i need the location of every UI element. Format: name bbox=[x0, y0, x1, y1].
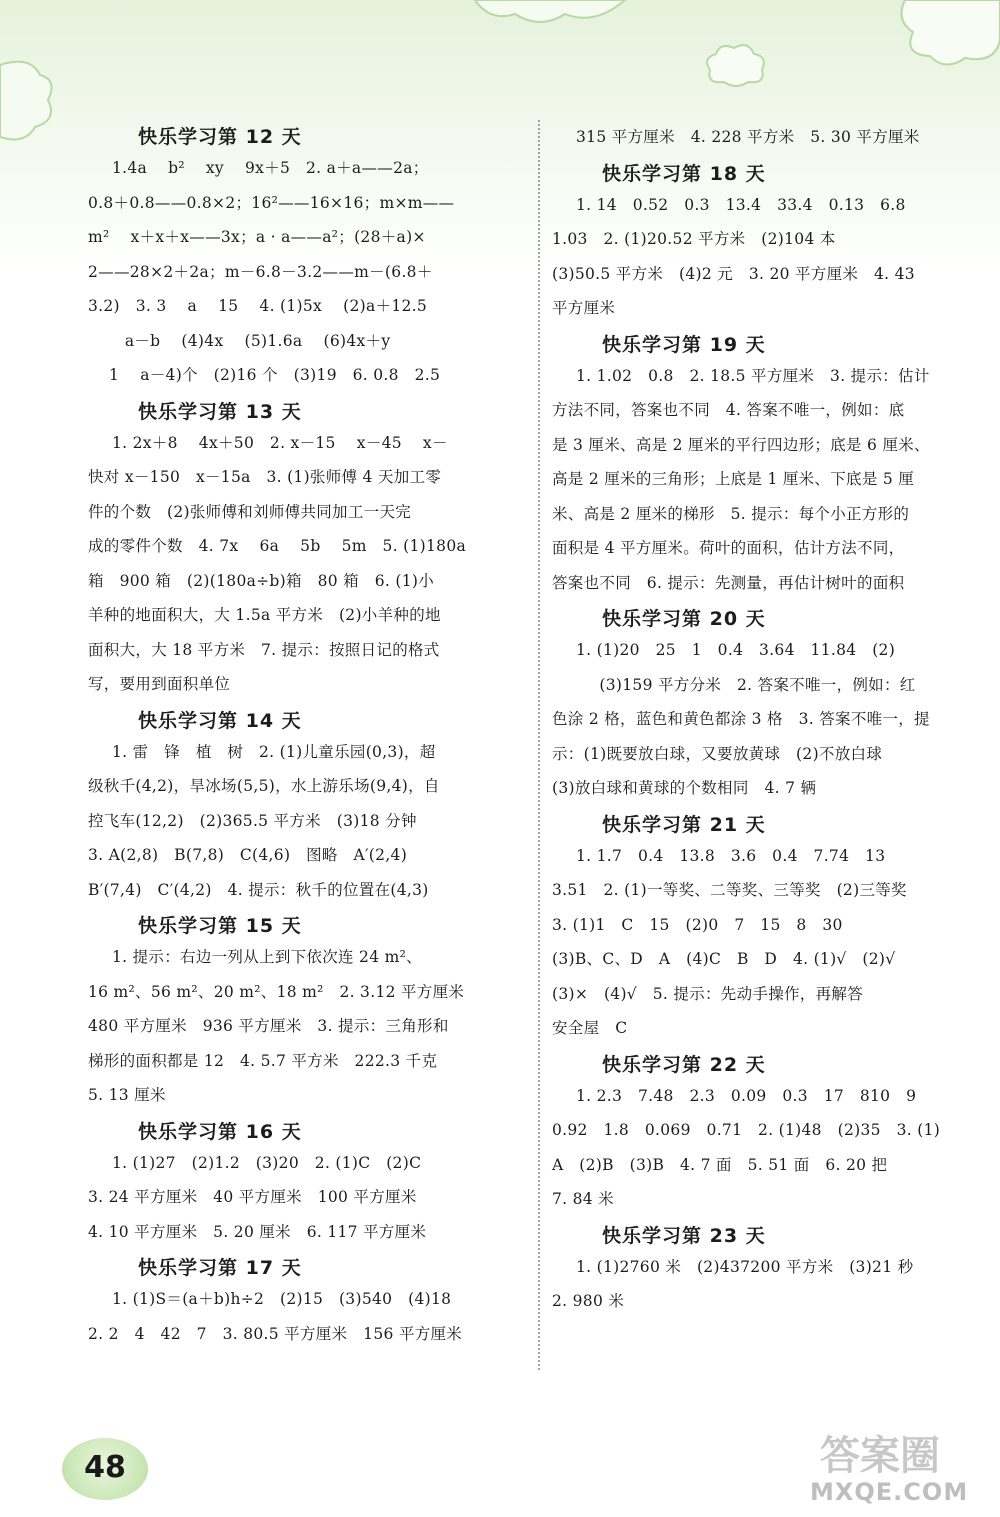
section-title: 快乐学习第 21 天 bbox=[602, 813, 766, 836]
answer-line: 5. 13 厘米 bbox=[88, 1086, 166, 1104]
answer-line: 2. 980 米 bbox=[552, 1292, 625, 1310]
answer-section bbox=[88, 1117, 528, 1250]
answer-line: A (2)B (3)B 4. 7 面 5. 51 面 6. 20 把 bbox=[552, 1155, 888, 1174]
answer-line: 4. 10 平方厘米 5. 20 厘米 6. 117 平方厘米 bbox=[88, 1222, 427, 1241]
answer-line: 1. 提示：右边一列从上到下依次连 24 m²、 bbox=[112, 948, 422, 966]
section-title: 快乐学习第 18 天 bbox=[602, 162, 766, 185]
answer-line: (3)50.5 平方米 (4)2 元 3. 20 平方厘米 4. 43 bbox=[552, 264, 915, 283]
answer-section bbox=[88, 1253, 528, 1351]
answer-line: 1.03 2. (1)20.52 平方米 (2)104 本 bbox=[552, 230, 836, 248]
answer-section bbox=[88, 122, 528, 393]
cloud-decoration-right bbox=[895, 0, 1000, 70]
answer-line: 16 m²、56 m²、20 m²、18 m² 2. 3.12 平方厘米 bbox=[88, 982, 465, 1001]
right-column bbox=[552, 120, 972, 1323]
answer-line: 平方厘米 bbox=[552, 299, 616, 317]
answer-line: 1. (1)20 25 1 0.4 3.64 11.84 (2) bbox=[576, 641, 896, 659]
section-title: 快乐学习第 15 天 bbox=[138, 915, 302, 937]
section-title: 快乐学习第 22 天 bbox=[602, 1053, 766, 1076]
answer-line: 1. 1.7 0.4 13.8 3.6 0.4 7.74 13 bbox=[576, 846, 886, 865]
answer-line: 箱 900 箱 (2)(180a÷b)箱 80 箱 6. (1)小 bbox=[88, 571, 435, 590]
answer-line: 1 a－4)个 (2)16 个 (3)19 6. 0.8 2.5 bbox=[88, 366, 441, 384]
answer-line: 480 平方厘米 936 平方厘米 3. 提示：三角形和 bbox=[88, 1017, 449, 1035]
answer-line: 高是 2 厘米的三角形；上底是 1 厘米、下底是 5 厘 bbox=[552, 470, 915, 488]
answer-line: 7. 84 米 bbox=[552, 1190, 614, 1208]
answer-line: 面积是 4 平方厘米。荷叶的面积，估计方法不同， bbox=[552, 539, 905, 557]
section-title: 快乐学习第 13 天 bbox=[138, 400, 302, 423]
answer-line: m² x＋x＋x——3x；a · a——a²；(28＋a)× bbox=[88, 228, 426, 246]
section-title: 快乐学习第 16 天 bbox=[138, 1120, 302, 1143]
section-title: 快乐学习第 17 天 bbox=[138, 1257, 302, 1279]
answer-line: 梯形的面积都是 12 4. 5.7 平方米 222.3 千克 bbox=[88, 1051, 438, 1070]
answer-line: 0.92 1.8 0.069 0.71 2. (1)48 (2)35 3. (1) bbox=[552, 1121, 941, 1139]
answer-line: 色涂 2 格，蓝色和黄色都涂 3 格 3. 答案不唯一，提 bbox=[552, 710, 930, 728]
answer-line: a－b (4)4x (5)1.6a (6)4x＋y bbox=[88, 331, 391, 350]
answer-line: 1. 2x＋8 4x＋50 2. x－15 x－45 x－ bbox=[112, 433, 448, 452]
answer-line: 1. 2.3 7.48 2.3 0.09 0.3 17 810 9 bbox=[576, 1086, 917, 1105]
answer-line: 成的零件个数 4. 7x 6a 5b 5m 5. (1)180a bbox=[88, 537, 467, 555]
answer-line: 1. (1)27 (2)1.2 (3)20 2. (1)C (2)C bbox=[112, 1153, 422, 1172]
answer-line: 快对 x－150 x－15a 3. (1)张师傅 4 天加工零 bbox=[88, 468, 442, 486]
answer-line: 级秋千(4,2)，旱冰场(5,5)，水上游乐场(9,4)，自 bbox=[88, 777, 440, 795]
answer-line: (3)B、C、D A (4)C B D 4. (1)√ (2)√ bbox=[552, 950, 896, 968]
answer-section bbox=[552, 810, 972, 1046]
section-title: 快乐学习第 12 天 bbox=[138, 126, 302, 148]
answer-line: 写，要用到面积单位 bbox=[88, 675, 231, 693]
answer-line: B′(7,4) C′(4,2) 4. 提示：秋千的位置在(4,3) bbox=[88, 880, 429, 899]
section-title: 快乐学习第 19 天 bbox=[602, 333, 766, 356]
answer-line: 1. (1)S＝(a＋b)h÷2 (2)15 (3)540 (4)18 bbox=[112, 1290, 452, 1308]
answer-line: 1. 雷 锋 植 树 2. (1)儿童乐园(0,3)，超 bbox=[112, 742, 436, 761]
answer-section bbox=[88, 706, 528, 908]
answer-line: 件的个数 (2)张师傅和刘师傅共同加工一天完 bbox=[88, 502, 412, 521]
answer-section bbox=[88, 397, 528, 702]
page-number-badge bbox=[62, 1438, 148, 1500]
answer-line: 3. (1)1 C 15 (2)0 7 15 8 30 bbox=[552, 915, 843, 934]
answer-line: 答案也不同 6. 提示：先测量，再估计树叶的面积 bbox=[552, 573, 905, 592]
watermark-site: MXQE.COM bbox=[810, 1478, 969, 1506]
cloud-decoration-left bbox=[0, 55, 60, 145]
answer-line: 控飞车(12,2) (2)365.5 平方米 (3)18 分钟 bbox=[88, 811, 417, 830]
answer-line: 2. 2 4 42 7 3. 80.5 平方厘米 156 平方厘米 bbox=[88, 1324, 463, 1343]
answer-line: 1.4a b² xy 9x＋5 2. a＋a——2a； bbox=[112, 159, 429, 177]
answer-line: 3.2) 3. 3 a 15 4. (1)5x (2)a＋12.5 bbox=[88, 297, 428, 315]
answer-line: 315 平方厘米 4. 228 平方米 5. 30 平方厘米 bbox=[576, 128, 920, 146]
answer-line: 面积大，大 18 平方米 7. 提示：按照日记的格式 bbox=[88, 640, 440, 659]
watermark bbox=[800, 1420, 980, 1510]
section-title: 快乐学习第 23 天 bbox=[602, 1224, 766, 1247]
answer-line: 2——28×2＋2a；m－6.8－3.2——m－(6.8＋ bbox=[88, 262, 433, 281]
column-divider bbox=[538, 120, 540, 1370]
answer-line: 是 3 厘米、高是 2 厘米的平行四边形；底是 6 厘米、 bbox=[552, 435, 930, 454]
answer-section bbox=[552, 604, 972, 806]
section-title: 快乐学习第 14 天 bbox=[138, 709, 302, 732]
answer-line: (3)159 平方分米 2. 答案不唯一，例如：红 bbox=[552, 675, 916, 694]
answer-line: 安全屋 C bbox=[552, 1019, 628, 1037]
answer-line: 1. (1)2760 米 (2)437200 平方米 (3)21 秒 bbox=[576, 1257, 914, 1276]
answer-line: 1. 14 0.52 0.3 13.4 33.4 0.13 6.8 bbox=[576, 195, 906, 214]
answer-section bbox=[552, 330, 972, 601]
answer-section bbox=[552, 1221, 972, 1319]
answer-section bbox=[88, 911, 528, 1113]
page-number: 48 bbox=[84, 1450, 126, 1485]
watermark-logo: 答案圈 bbox=[820, 1433, 940, 1479]
answer-line: 1. 1.02 0.8 2. 18.5 平方厘米 3. 提示：估计 bbox=[576, 366, 930, 385]
answer-section bbox=[552, 159, 972, 326]
left-column bbox=[88, 118, 528, 1355]
answer-section bbox=[552, 1050, 972, 1217]
answer-line: 羊种的地面积大，大 1.5a 平方米 (2)小羊种的地 bbox=[88, 606, 441, 624]
answer-line: (3)放白球和黄球的个数相同 4. 7 辆 bbox=[552, 779, 817, 797]
section-title: 快乐学习第 20 天 bbox=[602, 608, 766, 630]
answer-line: 方法不同，答案也不同 4. 答案不唯一，例如：底 bbox=[552, 401, 905, 419]
cloud-decoration-small bbox=[700, 40, 770, 90]
answer-line: 3.51 2. (1)一等奖、二等奖、三等奖 (2)三等奖 bbox=[552, 881, 907, 899]
answer-line: 3. 24 平方厘米 40 平方厘米 100 平方厘米 bbox=[88, 1188, 417, 1206]
cloud-decoration-top bbox=[470, 0, 630, 30]
answer-section bbox=[552, 120, 972, 155]
answer-line: 3. A(2,8) B(7,8) C(4,6) 图略 A′(2,4) bbox=[88, 846, 408, 864]
answer-line: (3)× (4)√ 5. 提示：先动手操作，再解答 bbox=[552, 984, 863, 1003]
answer-line: 米、高是 2 厘米的梯形 5. 提示：每个小正方形的 bbox=[552, 504, 910, 523]
answer-line: 0.8＋0.8——0.8×2；16²——16×16；m×m—— bbox=[88, 193, 455, 212]
answer-line: 示：(1)既要放白球，又要放黄球 (2)不放白球 bbox=[552, 744, 883, 763]
